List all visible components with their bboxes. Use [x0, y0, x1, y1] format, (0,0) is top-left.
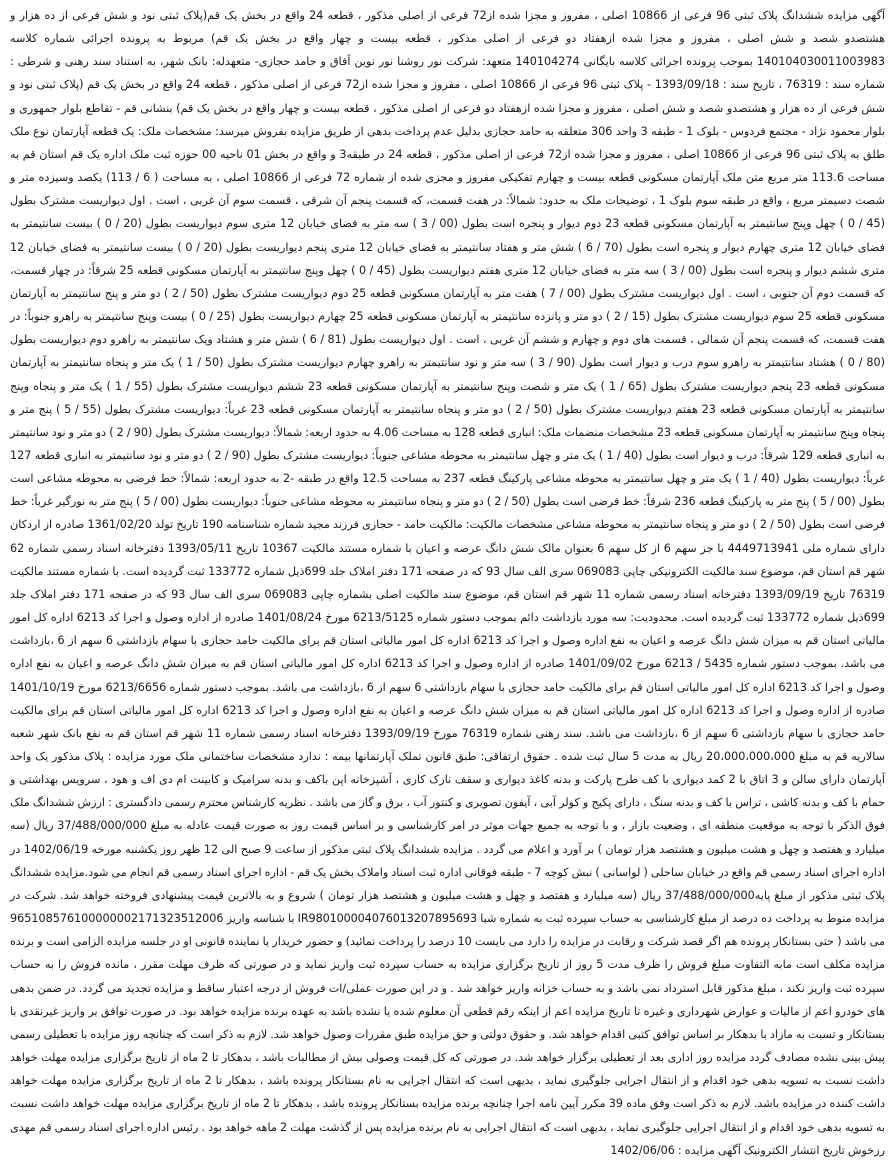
auction-notice-body: آگهی مزایده ششدانگ پلاک ثبتی 96 فرعی از 10866 اصلی ، مفروز و مجزا شده از72 فرعی از اصلی مذکور ، قطعه 24 واقع در بخش یک قم(پلاک ثبتی نود و شش فرعی از ده هزار و هشتصدو شصد و شش اصلی ، مفروز و مجزا شده ازهفتاد دو فرعی از اصلی مذکور ، قطعه بیست و چهار واقع در بخش یک قم) مربوط به پرونده اجرائی شماره کلاسه 140104030011003983 بموجب پرونده اجرائی کلاسه بایگانی 140104274 متعهد: شرکت نور روشنا نور نوین آفاق و حامد حجازی- متعهدله: بانک شهر، به استناد سند رهنی و شرطی : شماره سند : 76319 ، تاریخ سند : 1393/09/18 - پلاک ثبتی 96 فرعی از 10866 اصلی ، مفروز و مجزا شده از72 فرعی از اصلی مذکور ، قطعه 24 واقع در بخش یک قم (پلاک ثبتی نود و شش فرعی از ده هزار و هشتصدو شصد و شش اصلی ، مفروز و مجزا شده ازهفتاد دو فرعی از اصلی مذکور ، قطعه بیست و چهار واقع در بخش یک قم) بنشانی قم - تقاطع بلوار جمهوری و بلوار محمود نژاد - مجتمع فردوس - بلوک 1 - طبقه 3 واحد 306 متعلقه به حامد حجازی بدلیل عدم پرداخت بدهی از طریق مزایده بفروش میرسد: مشخصات ملک: یک قطعه آپارتمان نوع ملک طلق به پلاک ثبتی 96 فرعی از 10866 اصلی ، مفروز و مجزا شده از72 فرعی از اصلی مذکور ، قطعه 24 در طبقه3 و واقع در بخش 01 ناحیه 00 حوزه ثبت ملک اداره یک قم استان قم به مساحت 113.6 متر مربع متن ملک آپارتمان مسکونی قطعه بیست و چهارم تفکیکی مفروز و مجزی شده از شماره 72 فرعی از 10866 اصلی ، به مساحت ( 6 / 113) یکصد وسیزده متر و شصت دسیمتر مربع ، واقع در طبقه سوم بلوک 1 ، توضیحات ملک به حدود: شمالاً: در هفت قسمت، که قسمت پنجم آن شرقی ، قسمت سوم آن غربی ، است . اول دیواریست مشترک بطول (45 / 0 ) چهل وپنج سانتیمتر به آپارتمان مسکونی قطعه 23 دوم دیوار و پنجره است بطول (00 / 3 ) سه متر به فضای خیابان 12 متری سوم دیواریست بطول (20 / 0 ) بیست سانتیمتر به فضای خیابان 12 متری چهارم دیوار و پنجره است بطول (70 / 6 ) شش متر و هفتاد سانتیمتر به فضای خیابان 12 متری پنجم دیواریست بطول (20 / 0 ) بیست سانتیمتر به فضای خیابان 12 متری ششم دیوار و پنجره است بطول (00 / 3 ) سه متر به فضای خیابان 12 متری هفتم دیواریست بطول (45 / 0 ) چهل وپنج سانتیمتر به آپارتمان مسکونی قطعه 25 شرقاً: در چهار قسمت، که قسمت دوم آن جنوبی ، است . اول دیواریست مشترک بطول (00 / 7 ) هفت متر به آپارتمان مسکونی قطعه 25 دوم دیواریست مشترک بطول (50 / 2 ) دو متر و پنج سانتیمتر به آپارتمان مسکونی قطعه 25 سوم دیواریست مشترک بطول (15 / 2 ) دو متر و پانزده سانتیمتر به آپارتمان مسکونی قطعه 25 چهارم دیواریست بطول (25 / 0 ) بیست وپنج سانتیمتر به راهرو جنوباً: در هفت قسمت، که قسمت پنجم آن شمالی ، قسمت های دوم و چهارم و ششم آن غربی ، است . اول دیواریست بطول (81 / 6 ) شش متر و هشتاد ویک سانتیمتر به راهرو دوم دیواریست بطول (80 / 0 ) هشتاد سانتیمتر به راهرو سوم درب و دیوار است بطول (90 / 3 ) سه متر و نود سانتیمتر به راهرو چهارم دیواریست مشترک بطول (50 / 1 ) یک متر و پنجاه سانتیمتر به آپارتمان مسکونی قطعه 23 پنجم دیواریست مشترک بطول (65 / 1 ) یک متر و شصت وپنج سانتیمتر به آپارتمان مسکونی قطعه 23 ششم دیواریست مشترک بطول (55 / 1 ) یک متر و پنجاه وپنج سانتیمتر به آپارتمان مسکونی قطعه 23 هفتم دیواریست مشترک بطول (50 / 2 ) دو متر و پنجاه سانتیمتر به آپارتمان مسکونی قطعه 23 غرباً: دیواریست مشترک بطول (55 / 5 ) پنج متر و پنجاه وپنج سانتیمتر به آپارتمان مسکونی قطعه 23 مشخصات منضمات ملک: انباری قطعه 128 به مساحت 4.06 به حدود اربعه: شمالاً: دیواریست مشترک بطول (90 / 2 ) دو متر و نود سانتیمتر به انباری قطعه 129 شرقاً: درب و دیوار است بطول (40 / 1 ) یک متر و چهل سانتیمتر به محوطه مشاعی جنوباً: دیواریست مشترک بطول (90 / 2 ) دو متر و نود سانتیمتر به انباری قطعه 127 غرباً: دیواریست بطول (40 / 1 ) یک متر و چهل سانتیمتر به محوطه مشاعی پارکینگ قطعه 237 به مساحت 12.5 واقع در طبقه -2 به حدود اربعه: شمالاً: خط فرضی به محوطه مشاعی است بطول (00 / 5 ) پنج متر به پارکینگ قطعه 236 شرقاً: خط فرضی است بطول (50 / 2 ) دو متر و پنجاه سانتیمتر به محوطه مشاعی جنوباً: دیواریست بطول (00 / 5 ) پنج متر به نورگیر غرباً: خط فرضی است بطول (50 / 2 ) دو متر و پنجاه سانتیمتر به محوطه مشاعی مشخصات مالکیت: مالکیت حامد - حجازی فرزند مجید شماره شناسنامه 190 تاریخ تولد 1361/02/20 صادره از اردکان دارای شماره ملی 4449713941 با جز سهم 6 از کل سهم 6 بعنوان مالک شش دانگ عرصه و اعیان با شماره مستند مالکیت 10367 تاریخ 1393/05/11 دفترخانه اسناد رسمی شماره 62 شهر قم استان قم، موضوع سند مالکیت الکترونیکی چاپی 069083 سری الف سال 93 که در صفحه 171 دفتر املاک جلد 699ذیل شماره 133772 ثبت گردیده است. با شماره مستند مالکیت 76319 تاریخ 1393/09/19 دفترخانه اسناد رسمی شماره 11 شهر قم استان قم، موضوع سند مالکیت اصلی بشماره چاپی 069083 سری الف سال 93 که در صفحه 171 دفتر املاک جلد 699ذیل شماره 133772 ثبت گردیده است. محدودیت: سه مورد بازداشت دائم بموجب دستور شماره 6213/5125 مورخ 1401/08/24 صادره از اداره وصول و اجرا کد 6213 اداره کل امور مالیاتی استان قم به میزان شش دانگ عرصه و اعیان به نفع اداره وصول و اجرا کد 6213 اداره کل امور مالیاتی استان قم برای مالکیت حامد حجازی با سهام بازداشتی 6 سهم از 6 ،بازداشت می باشد. بموجب دستور شماره 5435 / 6213 مورخ 1401/09/02 صادره از اداره وصول و اجرا کد 6213 اداره کل امور مالیاتی استان قم به میزان شش دانگ عرصه و اعیان به نفع اداره وصول و اجرا کد 6213 اداره کل امور مالیاتی استان قم برای مالکیت حامد حجازی با سهام بازداشتی 6 سهم از 6 ،بازداشت می باشد. بموجب دستور شماره 6213/6656 مورخ 1401/10/19 صادره از اداره وصول و اجرا کد 6213 اداره کل امور مالیاتی استان قم به میزان شش دانگ عرصه و اعیان به نفع اداره وصول و اجرا کد 6213 اداره کل امور مالیاتی استان قم برای مالکیت حامد حجازی با سهام بازداشتی 6 سهم از 6 ،بازداشت می باشد. سند رهنی شماره 76319 مورخ 1393/09/19 دفترخانه اسناد رسمی شماره 11 شهر قم استان قم به نفع بانک شهر شعبه سالاریه قم به مبلغ 20،000،000،000 ریال به مدت 5 سال ثبت شده . حقوق ارتفاقی: طبق قانون تملک آپارتمانها بیمه : ندارد مشخصات ساختمانی ملک مورد مزایده : پلاک مذکور یک واحد آپارتمان دارای سالن و 3 اتاق با 2 کمد دیواری با کف طرح پارکت و بدنه کاغذ دیواری و سقف نازک کاری ، آشپزخانه اپن باکف و بدنه سرامیک و کابینت ام دی اف و هود ، سرویس بهداشتی و حمام با کف و بدنه کاشی ، تراس با کف و بدنه سنگ ، دارای پکیج و کولر آبی ، آیفون تصویری و کنتور آب ، برق و گاز می باشد . نظریه کارشناس محترم رسمی دادگستری : ارزش ششدانگ ملک فوق الذکر با توجه به موقعیت منطقه ای ، وضعیت بازار ، و با توجه به جمیع جهات موثر در امر کارشناسی و بر اساس قیمت روز به صورت قیمت عادله به مبلغ 37/488/000/000 ریال (سه میلیارد و هفتصد و چهل و هشت میلیون و هشتصد هزار تومان ) بر آورد و اعلام می گردد . مزایده ششدانگ پلاک ثبتی مذکور از ساعت 9 صبح الی 12 ظهر روز یکشنبه مورخه 1402/06/19 در اداره اجرای اسناد رسمی قم واقع در خیابان ساحلی ( لواسانی ) نبش کوچه 7 - طبقه فوقانی اداره ثبت اسناد واملاک بخش یک قم - اداره اجرای اسناد رسمی قم انجام می شود.مزایده ششدانگ پلاک ثبتی مذکور از مبلغ پایه37/488/000/000 ریال (سه میلیارد و هفتصد و چهل و هشت میلیون و هشتصد هزار تومان ) شروع و به بالاترین قیمت پیشنهادی فروخته خواهد شد. شرکت در مزایده منوط به پرداخت ده درصد از مبلغ کارشناسی به حساب سپرده ثبت به شماره شبا IR980100004076013207895693 با شناسه واریز 965108576100000002171323512006 می باشد ( حتی بستانکار پرونده هم اگر قصد شرکت و رقابت در مزایده را دارد می بایست 10 درصد را پرداخت نمائید) و حضور خریدار یا نماینده قانونی او در جلسه مزایده الزامی است و برنده مزایده مکلف است مابه التفاوت مبلغ فروش را ظرف مدت 5 روز از تاریخ برگزاری مزایده به حساب سپرده ثبت واریز نماید و در صورتی که ظرف مهلت مقرر ، مانده فروش را به حساب سپرده ثبت واریز نکند ، مبلغ مذکور قابل استرداد نمی باشد و به حساب خزانه واریز خواهد شد . و در این صورت عملی/ات فروش از درجه اعتبار ساقط و مزایده تجدید می گردد. در ضمن بدهی های خودرو اعم از مالیات و عوارض شهرداری و غیره تا تاریخ مزایده اعم از اینکه رقم قطعی آن معلوم شده یا نشده باشد به عهده برنده مزایده خواهد بود. در صورت توافق بر واریز غیرنقدی با بستانکار و تسبت به مازاد با بدهکار بر اساس توافق کتبی اقدام خواهد شد. و حقوق دولتی و حق مزایده طبق مقررات وصول خواهد شد. لازم به ذکر است که چنانچه روز مزایده با تعطیلی رسمی پیش بینی نشده مصادف گردد مزایده روز اداری بعد از تعطیلی برگزار خواهد شد. در صورتی که کل قیمت وصولی بیش از مطالبات باشد ، بدهکار تا 2 ماه از تاریخ برگزاری مزایده مهلت خواهد داشت نسبت به تسویه بدهی خود اقدام و از انتقال اجرایی جلوگیری نماید ، بدیهی است که انتقال اجرایی به نام بستانکار پرونده باشد ، بدهکار تا 2 ماه از تاریخ برگزاری مزایده مهلت خواهد داشت کننده در مزایده باشد. لازم به ذکر است وفق ماده 39 مکرر آیین نامه اجرا چنانچه برنده مزایده بستانکار پرونده باشد ، بدهکار تا 2 ماه از تاریخ برگزاری مزایده مهلت خواهد داشت نسبت به تسویه بدهی خود اقدام و از انتقال اجرایی جلوگیری نماید ، بدیهی است که انتقال اجرایی به نام برنده مزایده پس از گذشت مهلت 2 ماهه خواهد بود . رئیس اداره اجرای اسناد رسمی قم مهدی رزخوش تاریخ انتشار الکترونیک آگهی مزایده : 1402/06/06 — [10, 9, 886, 1157]
auction-notice-page — [8, 4, 887, 1157]
